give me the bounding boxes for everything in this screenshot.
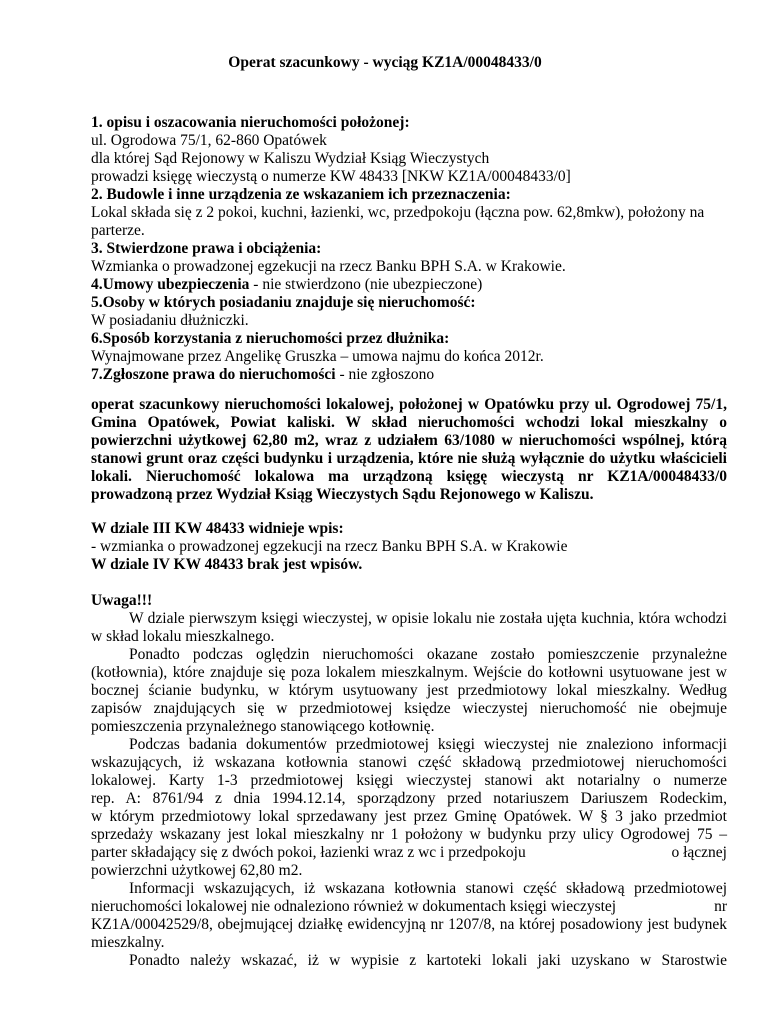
summary-line-2: Gmina Opatówek, Powiat kaliski. W skład nieruchomości wchodzi lokal mieszkalny o xyxy=(91,414,727,431)
section-5-heading: 5.Osoby w których posiadaniu znajduje się nieruchomość: xyxy=(91,294,476,311)
summary-line-3: powierzchni użytkowej 62,80 m2, wraz z udziałem 63/1080 w nieruchomości wspólnej, którą xyxy=(91,432,727,449)
summary-line-1: operat szacunkowy nieruchomości lokalowej, położonej w Opatówku przy ul. Ogrodowej 75/1, xyxy=(91,396,727,413)
section-2-heading: 2. Budowle i inne urządzenia ze wskazaniem ich przeznaczenia: xyxy=(91,186,511,203)
summary-line-5: lokali. Nieruchomość lokalowa ma urządzoną księgę wieczystą nr KZ1A/00048433/0 xyxy=(91,468,727,485)
uwaga-p3-line-5: w którym przedmiotowy lokal sprzedawany jest przez Gminę Opatówek. W § 3 jako przedmiot xyxy=(91,808,727,825)
uwaga-p3-line-1: Podczas badania dokumentów przedmiotowej księgi wieczystej nie znaleziono informacji xyxy=(129,736,727,753)
uwaga-p4-line-2-end: nr xyxy=(714,898,727,915)
summary-line-6: prowadzoną przez Wydział Ksiąg Wieczystych Sądu Rejonowego w Kaliszu. xyxy=(91,486,594,503)
uwaga-p5-line-1: Ponadto należy wskazać, iż w wypisie z kartoteki lokali jaki uzyskano w Starostwie xyxy=(129,952,727,969)
document-title: Operat szacunkowy - wyciąg KZ1A/00048433/0 xyxy=(228,54,542,71)
court-line: dla której Sąd Rejonowy w Kaliszu Wydział Ksiąg Wieczystych xyxy=(91,150,490,167)
uwaga-p3-line-7-end: o łącznej xyxy=(671,844,727,861)
section-2-text-line-2: parterze. xyxy=(91,222,145,239)
section-5-text: W posiadaniu dłużniczki. xyxy=(91,312,249,329)
uwaga-p3-line-7 xyxy=(91,843,727,862)
property-address: ul. Ogrodowa 75/1, 62-860 Opatówek xyxy=(91,132,327,149)
section-7-line xyxy=(91,365,727,384)
uwaga-p4-line-2 xyxy=(91,897,727,916)
section-4-heading: 4.Umowy ubezpieczenia xyxy=(91,276,250,293)
uwaga-p2-line-3: bocznej ścianie budynku, w którym usytuowany jest przedmiotowy lokal mieszkalny. Według xyxy=(91,682,727,699)
uwaga-p1-line-2: w skład lokalu mieszkalnego. xyxy=(91,628,275,645)
section-7-text: - nie zgłoszono xyxy=(335,366,435,383)
section-4-line xyxy=(91,275,727,294)
uwaga-p1-line-1: W dziale pierwszym księgi wieczystej, w opisie lokalu nie została ujęta kuchnia, która wchodzi xyxy=(129,610,727,627)
uwaga-p3-line-2: wskazujących, iż wskazana kotłownia stanowi część składową przedmiotowej nieruchomości xyxy=(91,754,727,771)
uwaga-p2-line-5: pomieszczenia przynależnego stanowiącego kotłownię. xyxy=(91,718,435,735)
kw-dzial-4: W dziale IV KW 48433 brak jest wpisów. xyxy=(91,556,363,573)
uwaga-p2-line-4: zapisów znajdujących się w przedmiotowej księdze wieczystej nieruchomość nie obejmuje xyxy=(91,700,727,717)
uwaga-p4-line-1: Informacji wskazujących, iż wskazana kotłownia stanowi część składową przedmiotowej xyxy=(129,880,727,897)
section-2-text-line-1: Lokal składa się z 2 pokoi, kuchni, łazienki, wc, przedpokoju (łączna pow. 62,8mkw), położony na xyxy=(91,204,705,221)
kw-dzial-3-heading: W dziale III KW 48433 widnieje wpis: xyxy=(91,520,344,537)
section-4-text: - nie stwierdzono (nie ubezpieczone) xyxy=(249,276,483,293)
section-6-text: Wynajmowane przez Angelikę Gruszka – umowa najmu do końca 2012r. xyxy=(91,348,544,365)
uwaga-p3-line-8: powierzchni użytkowej 62,80 m2. xyxy=(91,862,303,879)
summary-line-4: stanowi grunt oraz części budynku i urządzenia, które nie służą wyłącznie do użytku właścicieli xyxy=(91,450,727,467)
section-6-heading: 6.Sposób korzystania z nieruchomości przez dłużnika: xyxy=(91,330,450,347)
uwaga-p4-line-2-start: nieruchomości lokalowej nie odnaleziono również w dokumentach księgi wieczystej xyxy=(91,898,617,915)
uwaga-p3-line-6: sprzedaży wskazany jest lokal mieszkalny nr 1 położony w budynku przy ulicy Ogrodowej 75 – xyxy=(91,826,727,843)
kw-dzial-3-text: - wzmianka o prowadzonej egzekucji na rzecz Banku BPH S.A. w Krakowie xyxy=(91,538,568,555)
uwaga-p2-line-2: (kotłownia), które znajduje się poza lokalem mieszkalnym. Wejście do kotłowni usytuowane jest w xyxy=(91,664,727,681)
uwaga-p3-line-7-start: parter składający się z dwóch pokoi, łazienki wraz z wc i przedpokoju xyxy=(91,844,526,861)
section-1-heading: 1. opisu i oszacowania nieruchomości położonej: xyxy=(91,114,410,131)
uwaga-p4-line-3: KZ1A/00042529/8, obejmującej działkę ewidencyjną nr 1207/8, na której posadowiony jest budynek xyxy=(91,916,727,933)
uwaga-heading: Uwaga!!! xyxy=(91,592,153,609)
land-register-line: prowadzi księgę wieczystą o numerze KW 48433 [NKW KZ1A/00048433/0] xyxy=(91,168,571,185)
section-7-heading: 7.Zgłoszone prawa do nieruchomości xyxy=(91,366,336,383)
uwaga-p3-line-4: rep. A: 8761/94 z dnia 1994.12.14, sporządzony przed notariuszem Dariuszem Rodeckim, xyxy=(91,790,727,807)
section-3-text: Wzmianka o prowadzonej egzekucji na rzecz Banku BPH S.A. w Krakowie. xyxy=(91,258,566,275)
uwaga-p3-line-3: lokalowej. Karty 1-3 przedmiotowej księgi wieczystej stanowi akt notarialny o numerze xyxy=(91,772,727,789)
uwaga-p2-line-1: Ponadto podczas oględzin nieruchomości okazane zostało pomieszczenie przynależne xyxy=(129,646,727,663)
uwaga-p4-line-4: mieszkalny. xyxy=(91,934,165,951)
section-3-heading: 3. Stwierdzone prawa i obciążenia: xyxy=(91,240,322,257)
